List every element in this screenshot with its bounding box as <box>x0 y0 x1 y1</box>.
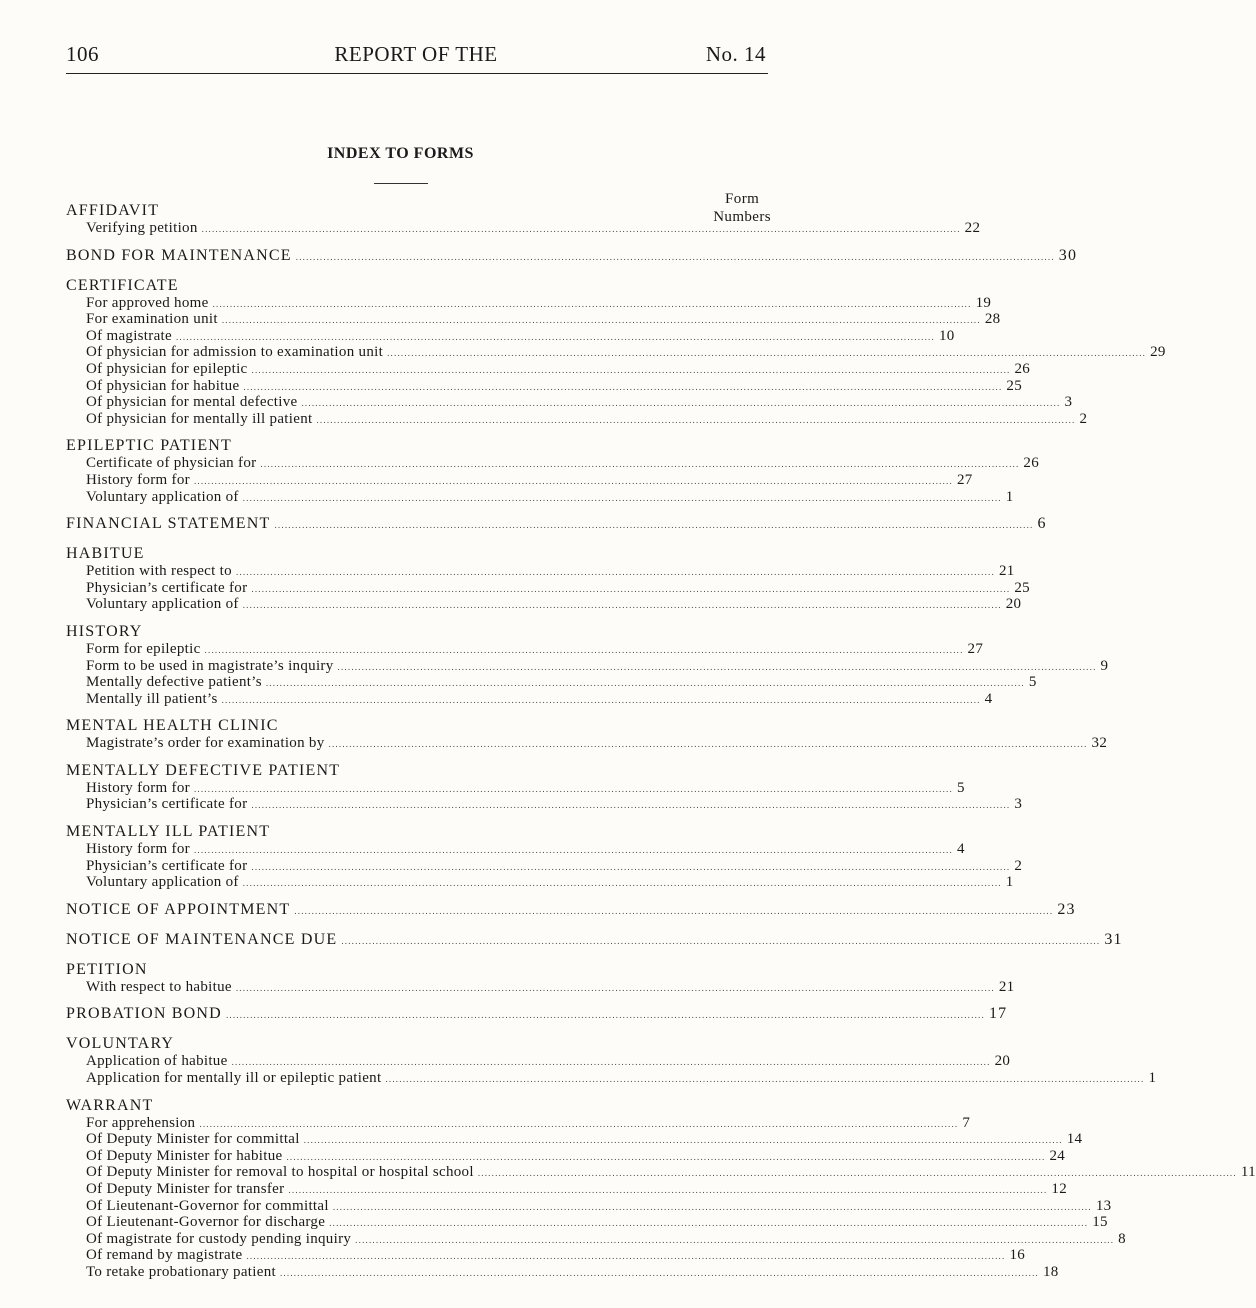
entry-label: Of remand by magistrate <box>86 1247 243 1264</box>
form-number: 26 <box>1014 360 1031 377</box>
index-section <box>66 245 1078 268</box>
form-number: 4 <box>984 690 993 707</box>
section-heading: MENTALLY ILL PATIENT <box>66 823 271 841</box>
index-entry <box>66 1070 1157 1088</box>
entry-label: History form for <box>86 779 190 796</box>
dot-leader: ............................................................................................................................................................................................................................ <box>221 315 981 326</box>
form-number: 18 <box>1042 1263 1059 1280</box>
index-entry <box>66 690 993 709</box>
index-entry <box>66 657 1109 676</box>
entry-label: Of Lieutenant-Governor for discharge <box>86 1214 326 1231</box>
entry-label: Verifying petition <box>86 220 198 236</box>
entry-label: Of Lieutenant-Governor for committal <box>86 1197 329 1214</box>
form-number: 27 <box>967 640 984 657</box>
entry-label: For apprehension <box>86 1114 196 1131</box>
section-heading: MENTAL HEALTH CLINIC <box>66 717 279 735</box>
form-number: 14 <box>1066 1131 1083 1148</box>
index-entry <box>66 327 955 346</box>
form-number: 22 <box>964 220 981 236</box>
form-number: 21 <box>998 978 1015 995</box>
index-entry <box>66 360 1031 379</box>
form-number: 20 <box>994 1053 1011 1070</box>
entry-label: Certificate of physician for <box>86 455 257 472</box>
dot-leader: ............................................................................................................................................................................................................................ <box>193 475 953 486</box>
index-entry <box>66 899 1076 922</box>
dot-leader: ............................................................................................................................................................................................................................ <box>301 398 1061 409</box>
entry-label: Physician’s certificate for <box>86 796 248 813</box>
dot-leader: ............................................................................................................................................................................................................................ <box>355 1234 1115 1245</box>
entry-label: Mentally defective patient’s <box>86 674 262 691</box>
dot-leader: ............................................................................................................................................................................................................................ <box>251 583 1011 594</box>
entry-label: With respect to habitue <box>86 978 232 995</box>
index-entry <box>66 394 1073 412</box>
form-number: 29 <box>1150 344 1166 361</box>
entry-label: History form for <box>86 471 190 488</box>
section-heading: AFFIDAVIT <box>66 202 160 219</box>
index-section <box>66 513 1047 536</box>
section-heading: VOLUNTARY <box>66 1035 175 1053</box>
entry-label: For approved home <box>86 294 209 311</box>
dot-leader: ............................................................................................................................................................................................................................ <box>235 982 995 993</box>
form-number: 32 <box>1091 735 1108 752</box>
section-heading: HABITUE <box>66 545 145 563</box>
index-entry <box>66 245 1078 268</box>
section-heading: HISTORY <box>66 622 143 640</box>
form-number: 27 <box>956 471 973 488</box>
entry-label: Of magistrate <box>86 327 172 344</box>
form-number: 3 <box>1014 796 1023 813</box>
index-entry <box>66 344 1166 362</box>
index-section <box>66 715 1108 753</box>
entry-label: Petition with respect to <box>86 563 232 580</box>
index-section <box>66 899 1076 922</box>
section-heading: CERTIFICATE <box>66 276 179 294</box>
entry-label: PROBATION BOND <box>66 1005 222 1023</box>
running-title: REPORT OF THE <box>334 42 498 66</box>
form-number: 26 <box>1023 455 1040 472</box>
form-number: 7 <box>962 1114 971 1131</box>
dot-leader: ............................................................................................................................................................................................................................ <box>193 845 953 856</box>
form-number: 12 <box>1051 1181 1068 1197</box>
index-section <box>66 435 1040 506</box>
index-entry <box>66 311 1001 329</box>
dot-leader: ............................................................................................................................................................................................................................ <box>175 331 935 342</box>
index-entry <box>66 779 965 798</box>
index-entry <box>66 1247 1026 1265</box>
index-entry <box>66 377 1023 396</box>
entry-label: Of physician for admission to examination unit <box>86 344 384 361</box>
index-entry <box>66 796 1023 814</box>
index-entry <box>66 455 1040 473</box>
index-entries <box>66 200 1256 1289</box>
index-entry <box>66 978 1015 997</box>
index-entry <box>66 1147 1066 1166</box>
form-number: 21 <box>998 563 1015 580</box>
dot-leader: ............................................................................................................................................................................................................................ <box>265 678 1025 689</box>
form-number: 5 <box>956 779 965 796</box>
entry-label: Voluntary application of <box>86 488 239 505</box>
form-number: 10 <box>938 327 955 344</box>
entry-label: Form for epileptic <box>86 640 201 657</box>
dot-leader: ............................................................................................................................................................................................................................ <box>328 739 1088 750</box>
entry-label: Of magistrate for custody pending inquiry <box>86 1230 352 1247</box>
section-heading: MENTALLY DEFECTIVE PATIENT <box>66 761 341 779</box>
form-number: 28 <box>984 311 1001 328</box>
index-section <box>66 543 1030 614</box>
dot-leader: ............................................................................................................................................................................................................................ <box>316 414 1076 425</box>
index-entry <box>66 1181 1068 1199</box>
index-entry <box>66 220 981 238</box>
form-number: 23 <box>1057 900 1076 918</box>
form-number: 4 <box>956 841 965 858</box>
index-entry <box>66 596 1022 614</box>
form-number: 17 <box>988 1005 1008 1023</box>
dot-leader: ............................................................................................................................................................................................................................ <box>279 1267 1039 1278</box>
dot-leader: ............................................................................................................................................................................................................................ <box>225 1010 985 1021</box>
dot-leader: ............................................................................................................................................................................................................................ <box>274 520 1034 531</box>
dot-leader: ............................................................................................................................................................................................................................ <box>204 644 964 655</box>
index-section <box>66 621 1109 708</box>
index-section <box>66 821 1023 892</box>
title-divider <box>374 183 428 184</box>
dot-leader: ............................................................................................................................................................................................................................ <box>385 1074 1145 1085</box>
dot-leader: ............................................................................................................................................................................................................................ <box>235 567 995 578</box>
index-section <box>66 760 1023 814</box>
index-section <box>66 1003 1008 1026</box>
index-entry <box>66 1131 1083 1149</box>
entry-label: Voluntary application of <box>86 596 239 613</box>
index-entry <box>66 1003 1008 1026</box>
form-number: 2 <box>1014 857 1023 874</box>
index-entry <box>66 1114 971 1133</box>
dot-leader: ............................................................................................................................................................................................................................ <box>341 935 1101 946</box>
index-section <box>66 1095 1256 1282</box>
index-entry <box>66 735 1108 753</box>
dot-leader: ............................................................................................................................................................................................................................ <box>251 364 1011 375</box>
index-entry <box>66 929 1123 952</box>
entry-label: History form for <box>86 841 190 858</box>
form-number: 6 <box>1037 515 1047 533</box>
dot-leader: ............................................................................................................................................................................................................................ <box>303 1135 1063 1146</box>
entry-label: Physician’s certificate for <box>86 857 248 874</box>
form-number: 16 <box>1009 1247 1026 1264</box>
index-section <box>66 275 1166 429</box>
column-heading-line2: Numbers <box>713 209 771 225</box>
form-number: 3 <box>1064 394 1073 411</box>
index-entry <box>66 471 973 490</box>
dot-leader: ............................................................................................................................................................................................................................ <box>242 600 1002 611</box>
entry-label: Of physician for epileptic <box>86 360 248 377</box>
dot-leader: ............................................................................................................................................................................................................................ <box>243 381 1003 392</box>
section-heading: EPILEPTIC PATIENT <box>66 437 233 455</box>
form-number: 9 <box>1100 657 1109 674</box>
entry-label: Physician’s certificate for <box>86 579 248 596</box>
index-entry <box>66 294 992 313</box>
index-entry <box>66 1263 1059 1282</box>
entry-label: Mentally ill patient’s <box>86 690 218 707</box>
entry-label: BOND FOR MAINTENANCE <box>66 246 292 264</box>
form-number: 31 <box>1104 930 1123 948</box>
entry-label: Form to be used in magistrate’s inquiry <box>86 657 334 674</box>
index-entry <box>66 410 1088 429</box>
form-number: 25 <box>1006 377 1023 394</box>
dot-leader: ............................................................................................................................................................................................................................ <box>332 1201 1092 1212</box>
dot-leader: ............................................................................................................................................................................................................................ <box>477 1168 1237 1179</box>
form-number: 1 <box>1005 874 1014 891</box>
entry-label: Of Deputy Minister for committal <box>86 1131 300 1148</box>
form-number: 24 <box>1049 1147 1066 1164</box>
dot-leader: ............................................................................................................................................................................................................................ <box>199 1118 959 1129</box>
index-entry <box>66 1197 1112 1216</box>
index-entry <box>66 563 1015 581</box>
entry-label: For examination unit <box>86 311 218 328</box>
entry-label: Voluntary application of <box>86 874 239 891</box>
entry-label: NOTICE OF APPOINTMENT <box>66 900 291 918</box>
dot-leader: ............................................................................................................................................................................................................................ <box>193 783 953 794</box>
entry-label: To retake probationary patient <box>86 1263 276 1280</box>
dot-leader: ............................................................................................................................................................................................................................ <box>201 224 961 234</box>
form-number: 11 <box>1240 1164 1256 1181</box>
column-heading-line1: Form <box>725 191 760 207</box>
form-number: 20 <box>1005 596 1022 613</box>
index-entry <box>66 841 965 859</box>
form-number: 2 <box>1079 410 1088 427</box>
index-section <box>66 1033 1157 1087</box>
form-number: 30 <box>1058 246 1078 264</box>
entry-label: Of physician for mental defective <box>86 394 298 411</box>
page-header <box>66 42 766 72</box>
dot-leader: ............................................................................................................................................................................................................................ <box>295 251 1055 262</box>
index-entry <box>66 874 1014 892</box>
entry-label: Of Deputy Minister for removal to hospital or hospital school <box>86 1164 474 1181</box>
index-entry <box>66 1164 1256 1182</box>
dot-leader: ............................................................................................................................................................................................................................ <box>387 348 1147 359</box>
form-number: 13 <box>1095 1197 1112 1214</box>
entry-label: Application for mentally ill or epileptic patient <box>86 1070 382 1087</box>
dot-leader: ............................................................................................................................................................................................................................ <box>286 1151 1046 1162</box>
index-entry <box>66 1053 1011 1071</box>
header-rule <box>66 73 768 74</box>
entry-label: Of physician for mentally ill patient <box>86 410 313 427</box>
issue-number: No. 14 <box>705 42 766 66</box>
entry-label: NOTICE OF MAINTENANCE DUE <box>66 930 338 948</box>
dot-leader: ............................................................................................................................................................................................................................ <box>329 1218 1089 1229</box>
index-section <box>66 929 1123 952</box>
dot-leader: ............................................................................................................................................................................................................................ <box>260 459 1020 470</box>
form-number: 1 <box>1005 488 1014 505</box>
entry-label: Of Deputy Minister for transfer <box>86 1181 285 1197</box>
index-entry <box>66 640 984 659</box>
form-number: 8 <box>1118 1230 1126 1247</box>
dot-leader: ............................................................................................................................................................................................................................ <box>251 861 1011 872</box>
dot-leader: ............................................................................................................................................................................................................................ <box>242 878 1002 889</box>
dot-leader: ............................................................................................................................................................................................................................ <box>231 1057 991 1068</box>
index-section <box>66 959 1015 997</box>
dot-leader: ............................................................................................................................................................................................................................ <box>288 1185 1048 1195</box>
form-number: 25 <box>1014 579 1030 596</box>
form-number: 15 <box>1092 1214 1108 1231</box>
dot-leader: ............................................................................................................................................................................................................................ <box>246 1251 1006 1262</box>
form-number: 1 <box>1148 1070 1157 1087</box>
entry-label: Magistrate’s order for examination by <box>86 735 325 752</box>
entry-label: Of physician for habitue <box>86 377 240 394</box>
dot-leader: ............................................................................................................................................................................................................................ <box>337 661 1097 672</box>
index-entry <box>66 513 1047 536</box>
dot-leader: ............................................................................................................................................................................................................................ <box>212 298 972 309</box>
index-entry <box>66 1230 1126 1249</box>
entry-label: Application of habitue <box>86 1053 228 1070</box>
index-entry <box>66 579 1030 598</box>
entry-label: Of Deputy Minister for habitue <box>86 1147 283 1164</box>
dot-leader: ............................................................................................................................................................................................................................ <box>242 492 1002 503</box>
form-number: 5 <box>1028 674 1037 691</box>
entry-label: FINANCIAL STATEMENT <box>66 515 271 533</box>
dot-leader: ............................................................................................................................................................................................................................ <box>221 694 981 705</box>
index-title: INDEX TO FORMS <box>327 145 474 162</box>
section-heading: PETITION <box>66 960 148 978</box>
index-entry <box>66 1214 1108 1232</box>
dot-leader: ............................................................................................................................................................................................................................ <box>251 800 1011 811</box>
index-entry <box>66 857 1023 876</box>
index-entry <box>66 674 1037 692</box>
dot-leader: ............................................................................................................................................................................................................................ <box>294 905 1054 916</box>
section-heading: WARRANT <box>66 1096 154 1114</box>
form-number: 19 <box>975 294 992 311</box>
page-number: 106 <box>66 42 99 66</box>
index-entry <box>66 488 1014 507</box>
index-section <box>66 200 981 238</box>
